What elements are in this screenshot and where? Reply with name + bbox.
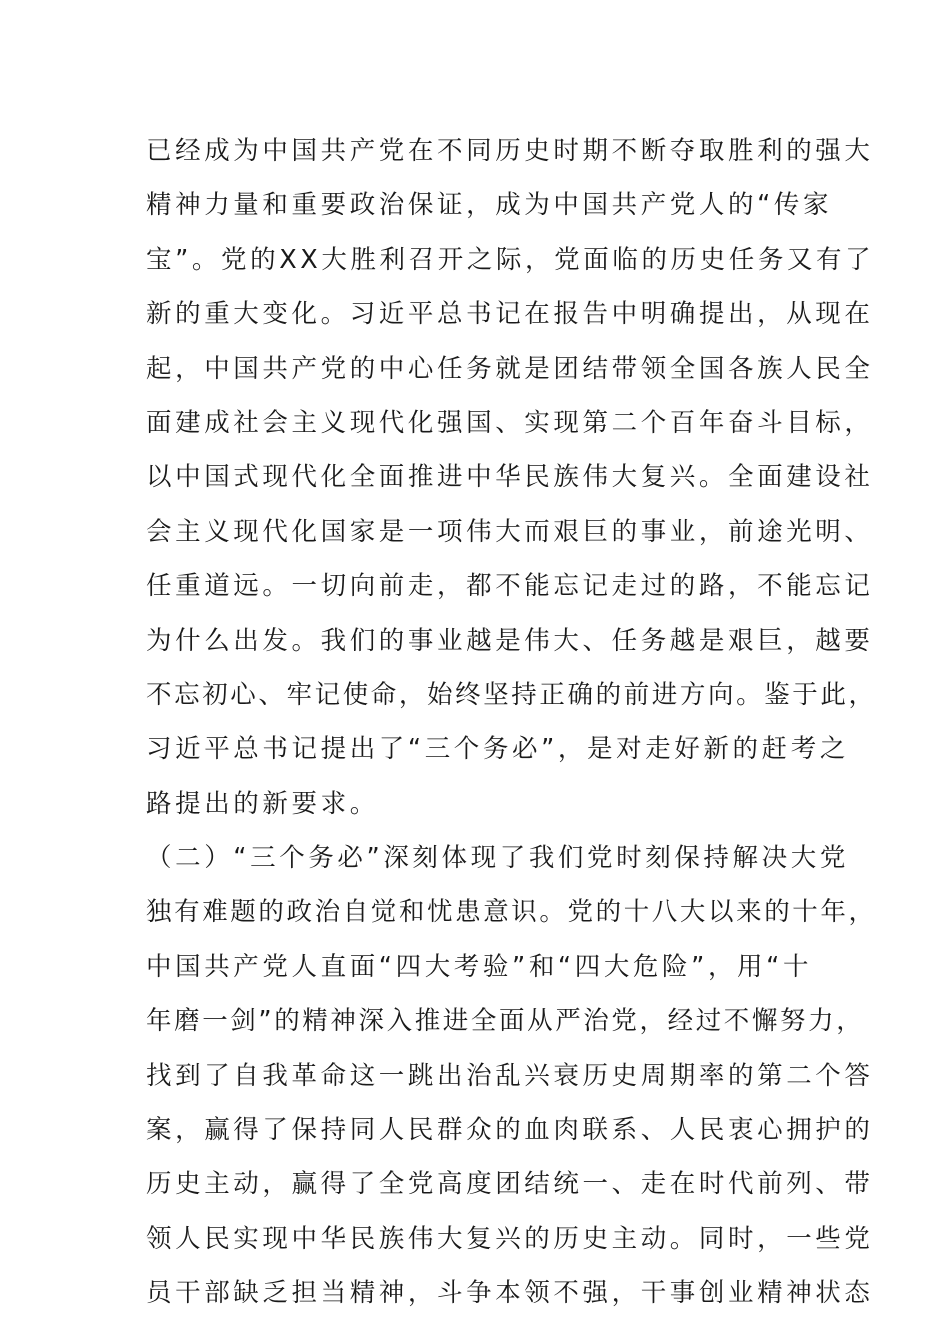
text-line: 中国共产党人直面“四大考验”和“四大危险”，用“十 [146, 951, 813, 982]
text-line: 独有难题的政治自觉和忧患意识。党的十八大以来的十年， [146, 897, 877, 928]
text-line: 员干部缺乏担当精神，斗争本领不强，干事创业精神状态 [146, 1278, 874, 1309]
text-line: 习近平总书记提出了“三个务必”，是对走好新的赶考之 [146, 734, 849, 765]
body-text [146, 124, 877, 1321]
text-line: 新的重大变化。习近平总书记在报告中明确提出，从现在 [146, 299, 874, 330]
text-line: 任重道远。一切向前走，都不能忘记走过的路，不能忘记 [146, 571, 874, 602]
section-heading-line: （二）“三个务必”深刻体现了我们党时刻保持解决大党 [146, 843, 849, 874]
text-line: 为什么出发。我们的事业越是伟大、任务越是艰巨，越要 [146, 625, 874, 656]
text-line: 已经成为中国共产党在不同历史时期不断夺取胜利的强大 [146, 136, 874, 166]
text-line: 路提出的新要求。 [146, 788, 379, 819]
text-line: 年磨一剑”的精神深入推进全面从严治党，经过不懈努力， [146, 1006, 865, 1037]
text-line: 领人民实现中华民族伟大复兴的历史主动。同时，一些党 [146, 1223, 874, 1254]
text-line: 历史主动，赢得了全党高度团结统一、走在时代前列、带 [146, 1169, 874, 1200]
text-line: 会主义现代化国家是一项伟大而艰巨的事业，前途光明、 [146, 516, 874, 547]
text-line: 宝”。党的XX大胜利召开之际，党面临的历史任务又有了 [146, 244, 875, 275]
text-line: 找到了自我革命这一跳出治乱兴衰历史周期率的第二个答 [146, 1060, 874, 1091]
text-line: 案，赢得了保持同人民群众的血肉联系、人民衷心拥护的 [146, 1115, 874, 1146]
text-line: 面建成社会主义现代化强国、实现第二个百年奋斗目标， [146, 407, 874, 438]
text-line: 以中国式现代化全面推进中华民族伟大复兴。全面建设社 [146, 462, 874, 493]
text-line: 精神力量和重要政治保证，成为中国共产党人的“传家 [146, 190, 833, 221]
text-line: 起，中国共产党的中心任务就是团结带领全国各族人民全 [146, 353, 874, 384]
text-line: 不忘初心、牢记使命，始终坚持正确的前进方向。鉴于此， [146, 679, 877, 710]
